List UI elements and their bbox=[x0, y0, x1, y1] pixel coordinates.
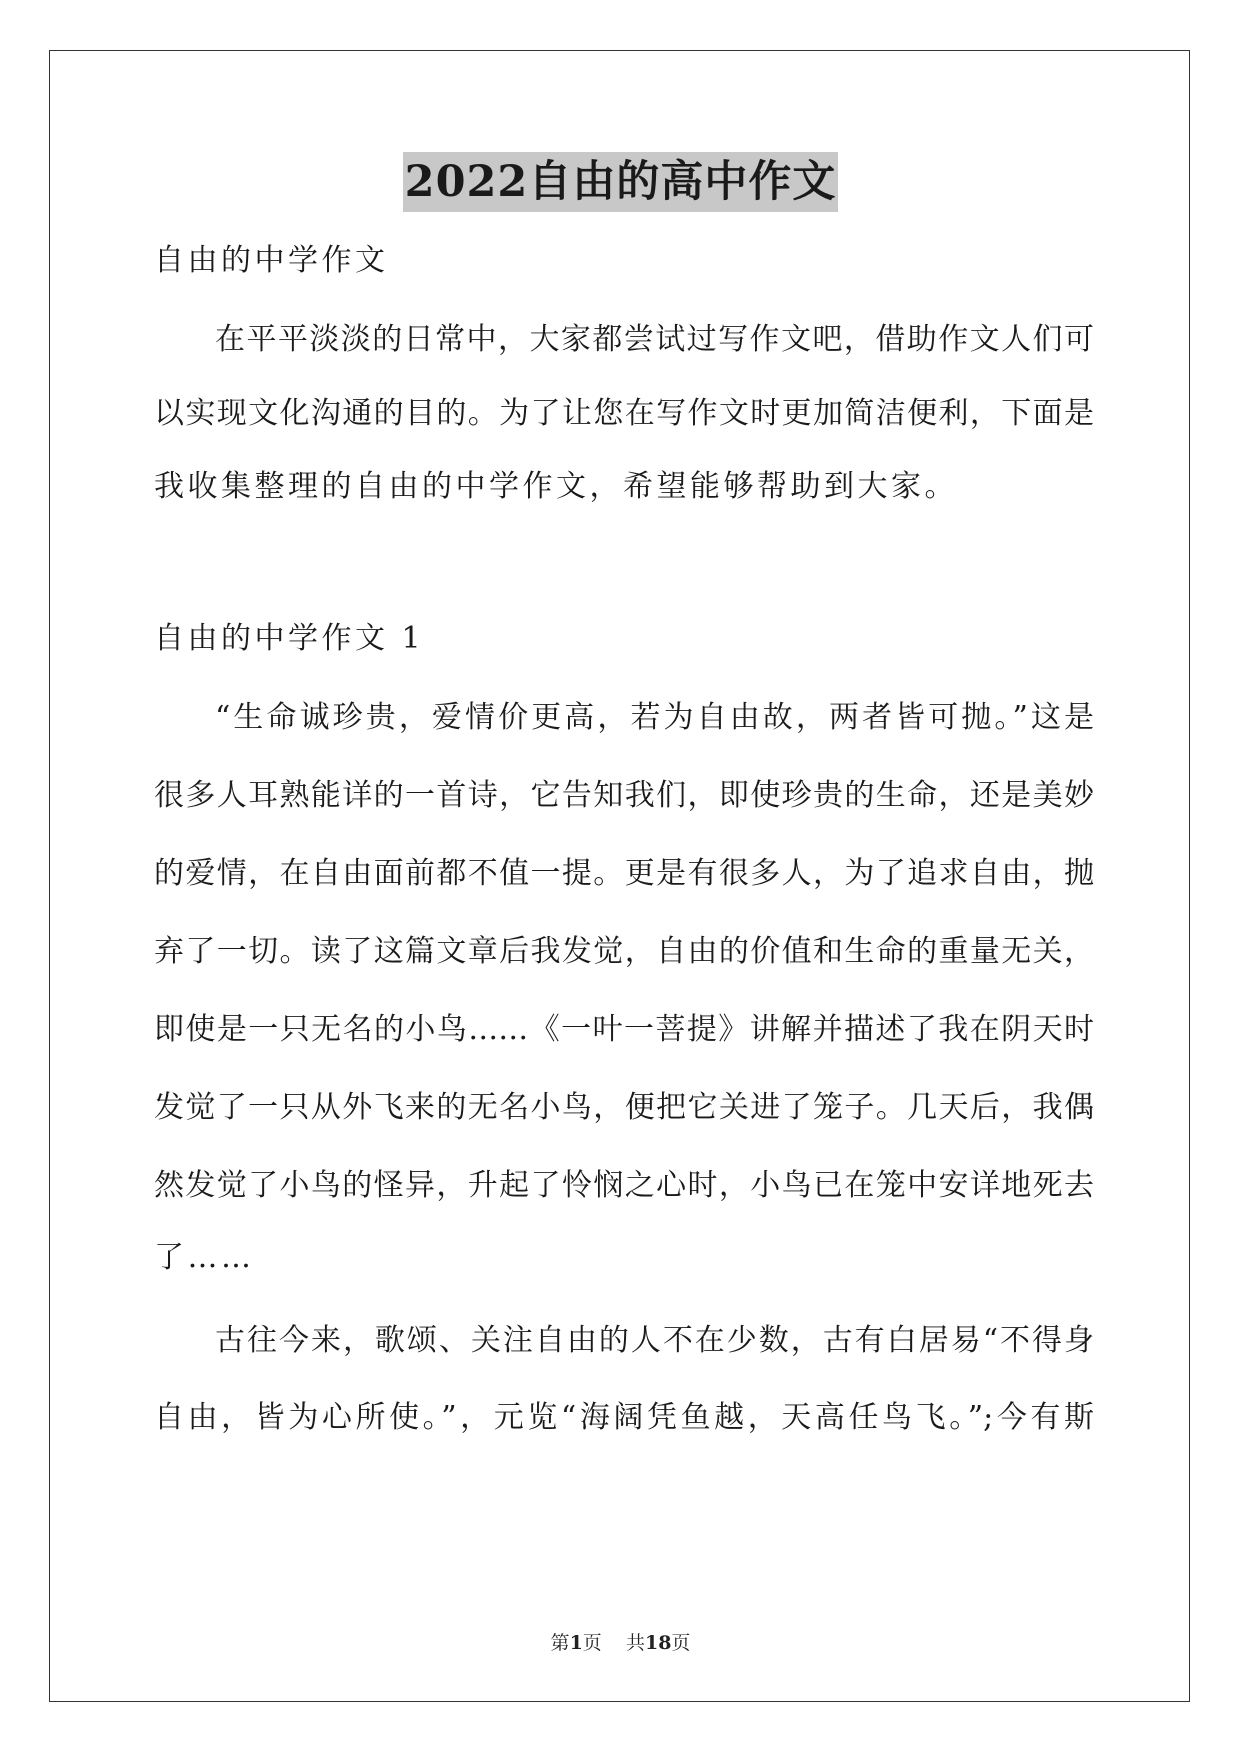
intro-line: 以实现文化沟通的目的。为了让您在写作文时更加简洁便利，下面是 bbox=[154, 396, 1094, 431]
paragraph-line: 古往今来，歌颂、关注自由的人不在少数，古有白居易“不得身 bbox=[215, 1323, 1094, 1358]
paragraph-line: 了…… bbox=[154, 1240, 255, 1275]
page-total: 18 bbox=[644, 1632, 672, 1654]
paragraph-line: 很多人耳熟能详的一首诗，它告知我们，即使珍贵的生命，还是美妙 bbox=[154, 778, 1094, 813]
page-footer bbox=[0, 1630, 1241, 1656]
subtitle: 自由的中学作文 bbox=[154, 243, 389, 278]
page-current: 1 bbox=[569, 1632, 583, 1654]
paragraph-line: “生命诚珍贵，爱情价更高，若为自由故，两者皆可抛。”这是 bbox=[215, 700, 1094, 735]
page-mid: 页 共 bbox=[582, 1632, 645, 1654]
document-title bbox=[0, 152, 1241, 212]
page-prefix: 第 bbox=[550, 1632, 570, 1654]
paragraph-line: 发觉了一只从外飞来的无名小鸟，便把它关进了笼子。几天后，我偶 bbox=[154, 1090, 1094, 1125]
page-suffix: 页 bbox=[671, 1632, 691, 1654]
intro-line: 在平平淡淡的日常中，大家都尝试过写作文吧，借助作文人们可 bbox=[215, 322, 1094, 357]
intro-line: 我收集整理的自由的中学作文，希望能够帮助到大家。 bbox=[154, 469, 958, 504]
paragraph-line: 然发觉了小鸟的怪异，升起了怜悯之心时，小鸟已在笼中安详地死去 bbox=[154, 1168, 1094, 1203]
paragraph-line: 的爱情，在自由面前都不值一提。更是有很多人，为了追求自由，抛 bbox=[154, 856, 1094, 891]
paragraph-line: 即使是一只无名的小鸟……《一叶一菩提》讲解并描述了我在阴天时 bbox=[154, 1012, 1094, 1047]
paragraph-line: 自由，皆为心所使。”，元览“海阔凭鱼越，天高任鸟飞。”;今有斯 bbox=[154, 1400, 1094, 1435]
document-body bbox=[154, 240, 1094, 1439]
paragraph-line: 弃了一切。读了这篇文章后我发觉，自由的价值和生命的重量无关， bbox=[154, 934, 1094, 969]
section-heading: 自由的中学作文 1 bbox=[154, 621, 425, 656]
document-title-text: 2022自由的高中作文 bbox=[403, 152, 839, 212]
